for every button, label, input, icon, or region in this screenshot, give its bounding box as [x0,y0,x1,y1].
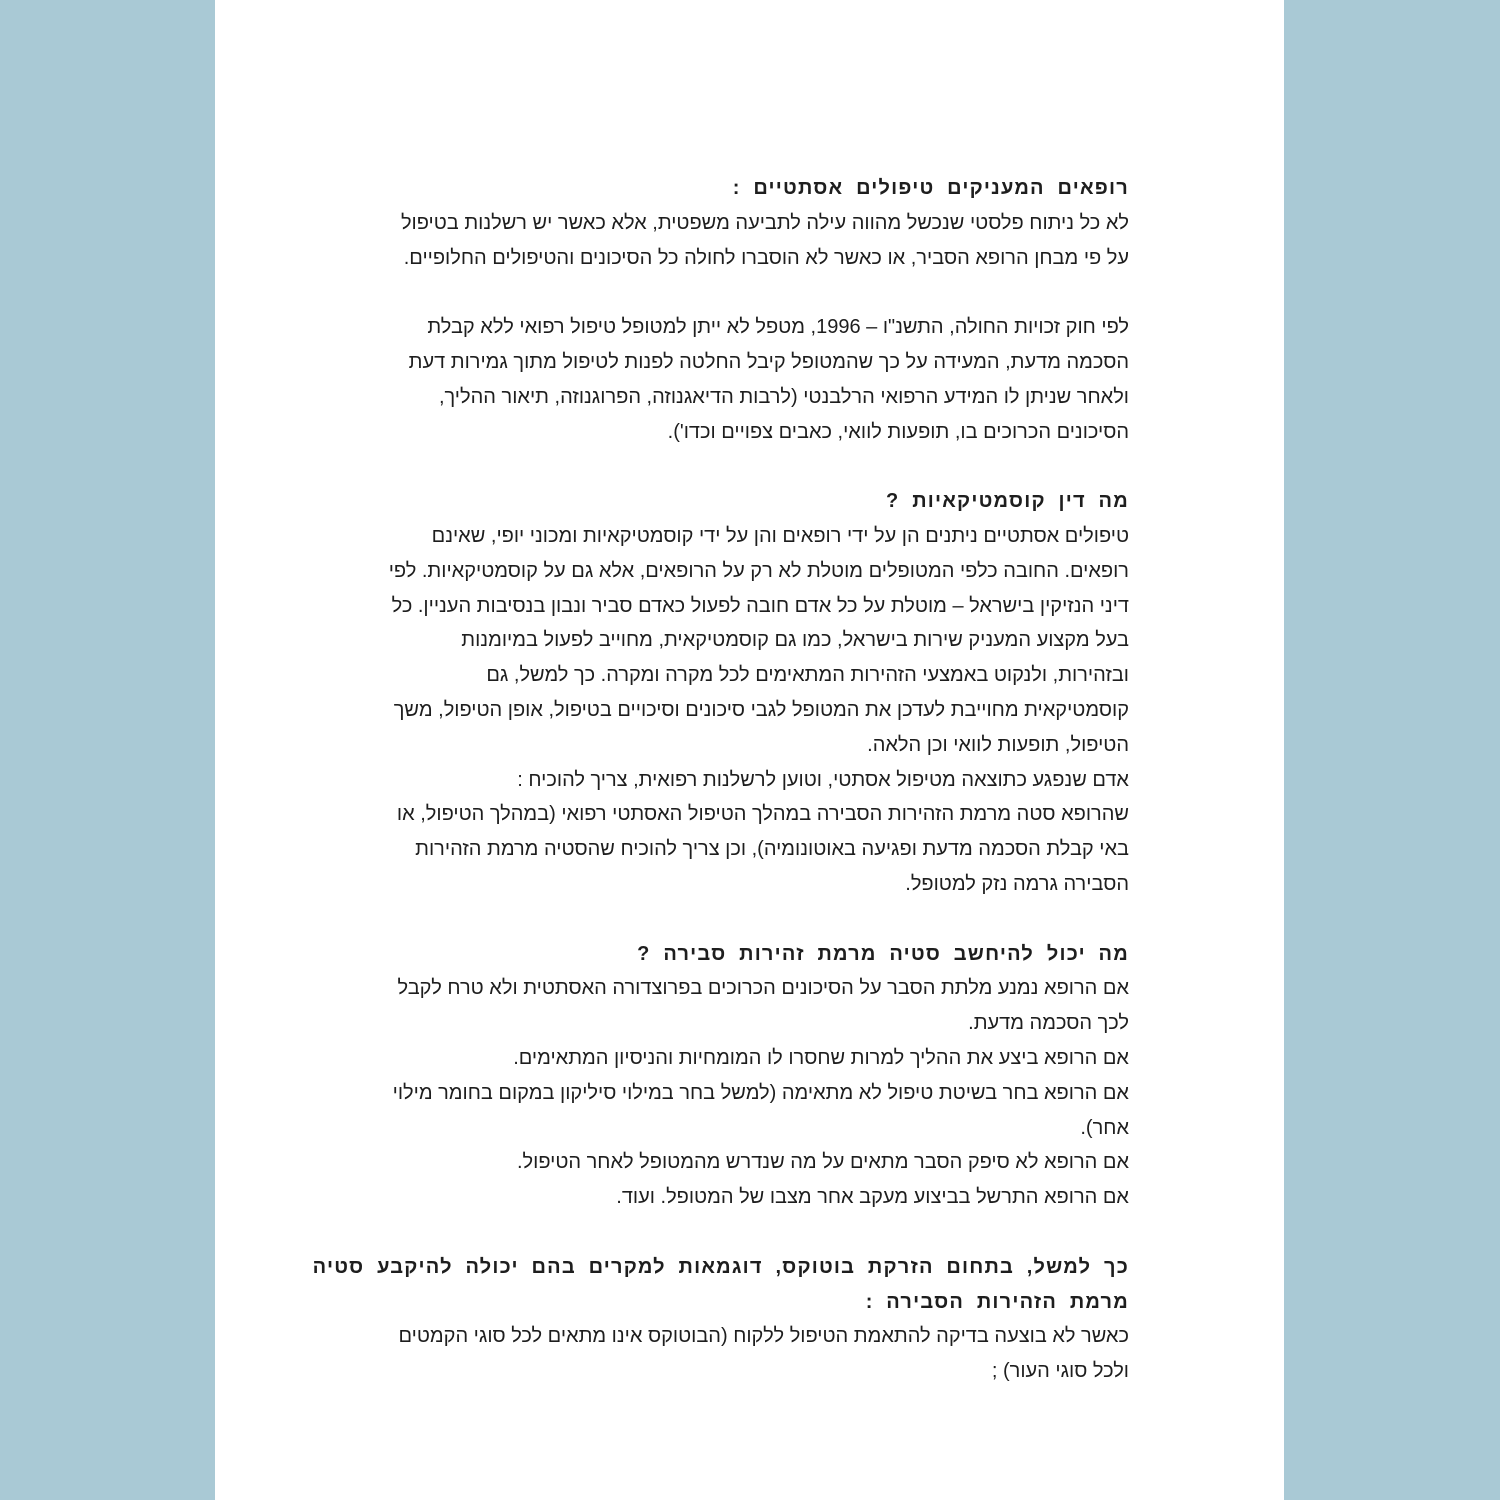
paragraph-line: ובזהירות, ולנקוט באמצעי הזהירות המתאימים לכל מקרה ומקרה. כך למשל, גם [486,664,1129,687]
section-heading-cosmeticians: מה דין קוסמטיקאיות ? [886,490,1129,513]
section-heading-aesthetic-doctors: רופאים המעניקים טיפולים אסתטיים : [732,177,1129,199]
paragraph-line: אם הרופא בחר בשיטת טיפול לא מתאימה (למשל בחר במילוי סיליקון במקום בחומר מילוי [392,1081,1129,1104]
paragraph-line: הסכמה מדעת, המעידה על כך שהמטופל קיבל החלטה לפנות לטיפול מתוך גמירות דעת [408,350,1129,373]
paragraph-line: ולכל סוגי העור) ; [991,1360,1129,1383]
paragraph-line: אחר). [1080,1116,1129,1139]
paragraph-line: הסבירה גרמה נזק למטופל. [905,872,1129,895]
paragraph-line: אם הרופא נמנע מלתת הסבר על הסיכונים הכרוכים בפרוצדורה האסתטית ולא טרח לקבל [397,977,1129,1000]
paragraph-line: על פי מבחן הרופא הסביר, או כאשר לא הוסברו לחולה כל הסיכונים והטיפולים החלופיים. [403,246,1129,269]
paragraph-line: בעל מקצוע המעניק שירות בישראל, כמו גם קוסמטיקאית, מחוייב לפעול במיומנות [461,629,1129,652]
document-page [215,0,1284,1500]
paragraph-line: אם הרופא התרשל בביצוע מעקב אחר מצבו של המטופל. ועוד. [616,1186,1129,1209]
paragraph-line: באי קבלת הסכמה מדעת ופגיעה באוטונומיה), וכן צריך להוכיח שהסטיה מרמת הזהירות [415,838,1129,861]
section-heading-botox: כך למשל, בתחום הזרקת בוטוקס, דוגמאות למקרים בהם יכולה להיקבע סטיה [312,1255,1129,1278]
paragraph-spacer [383,449,1129,484]
document-body [312,171,1129,1389]
paragraph-line: ולאחר שניתן לו המידע הרפואי הרלבנטי (לרבות הדיאגנוזה, הפרוגנוזה, תיאור ההליך, [438,385,1129,408]
paragraph-spacer [383,1215,1129,1250]
paragraph-line: אדם שנפגע כתוצאה מטיפול אסתטי, וטוען לרשלנות רפואית, צריך להוכיח : [517,768,1129,791]
paragraph-spacer [383,902,1129,937]
paragraph-spacer [383,275,1129,310]
paragraph-line: טיפולים אסתטיים ניתנים הן על ידי רופאים והן על ידי קוסמטיקאיות ומכוני יופי, שאינם [431,524,1129,547]
paragraph-line: אם הרופא לא סיפק הסבר מתאים על מה שנדרש מהמטופל לאחר הטיפול. [516,1151,1129,1174]
paragraph-line: הטיפול, תופעות לוואי וכן הלאה. [867,733,1129,756]
paragraph-line: כאשר לא בוצעה בדיקה להתאמת הטיפול ללקוח (הבוטוקס אינו מתאים לכל סוגי הקמטים [398,1325,1129,1348]
paragraph-line: לא כל ניתוח פלסטי שנכשל מהווה עילה לתביעה משפטית, אלא כאשר יש רשלנות בטיפול [400,211,1129,234]
paragraph-line: שהרופא סטה מרמת הזהירות הסבירה במהלך הטיפול האסתטי רפואי (במהלך הטיפול, או [396,803,1129,826]
paragraph-line: קוסמטיקאית מחוייבת לעדכן את המטופל לגבי סיכונים וסיכויים בטיפול, אופן הטיפול, משך [393,698,1129,721]
paragraph-line: דיני הנזיקין בישראל – מוטלת על כל אדם חובה לפעול כאדם סביר ונבון בנסיבות העניין. כל [391,594,1129,617]
section-heading-deviation: מה יכול להיחשב סטיה מרמת זהירות סבירה ? [637,942,1129,965]
paragraph-line: לפי חוק זכויות החולה, התשנ"ו – 1996, מטפל לא ייתן למטופל טיפול רפואי ללא קבלת [427,316,1129,339]
paragraph-line: הסיכונים הכרוכים בו, תופעות לוואי, כאבים צפויים וכדו'). [667,420,1129,443]
paragraph-line: רופאים. החובה כלפי המטופלים מוטלת לא רק על הרופאים, אלא גם על קוסמטיקאיות. לפי [388,559,1129,582]
paragraph-line: אם הרופא ביצע את ההליך למרות שחסרו לו המומחיות והניסיון המתאימים. [513,1046,1129,1069]
paragraph-line: לכך הסכמה מדעת. [968,1012,1129,1035]
section-heading-botox: מרמת הזהירות הסבירה : [865,1290,1129,1313]
